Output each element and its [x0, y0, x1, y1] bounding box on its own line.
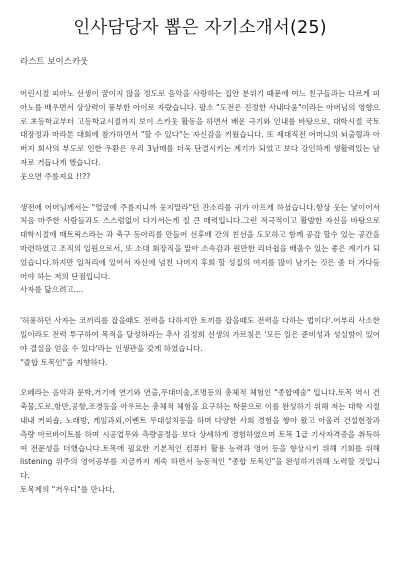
section-heading-lion: 사자를 닮으려고....: [20, 285, 84, 295]
paragraph-smile: 생전에 어머님께서는 "얼굴에 주름지니까 웃지말라"던 잔소리를 귀가 아프게 하셨습니다.항상 웃는 낯이어서 처음 마주한 사람들과도 스스럼없이 다가서는게 절 큰 매력입니다.그런 적극적이고 활발한 자신을 바탕으로 대학시절에 매트릭스라는 과 축구 동아리를 만들어 선후배 간의 친선을 도모하고 함께 공감 할수 있는 공간을 마련하였고 조직의 일원으로서, 또 소대 회장직을 맡아 소속감과 원만한 리더쉽을 배울수 있는 좋은 계기가 되었습니다.하지만 일처리에 있어서 자신에 넘친 나머지 후회 할 성질의 여지를 많이 남기는 것은 좀 더 가다듬어야 하는 저의 단점입니다.: [20, 202, 380, 281]
section-heading-smile: 웃으면 주름져요 !!??: [20, 171, 91, 181]
section-heading-gaudi: 토목계의 "거우디"를 만나다,: [20, 484, 115, 494]
paragraph-intro: 어린시절 피아노 선생이 꿈이지 않을 정도로 음악을 사랑하는 집안 분위기 때문에 여느 친구들과는 다르게 피아노를 배우면서 상상력이 풍부한 아이로 자랐습니다. 팔소 "도전은 진정한 사내다움"이라는 아버님의 영향으로 초등학교부터 고등학교시절까지 보이 스카웃 활동을 하면서 배운 극기와 인내를 바탕으로, 대학시절 국토 대장정과 마라톤 대회에 참가하면서 "할 수 있다"는 자신감을 키웠습니다. 또 제대직전 어머니의 뇌출혈과 아버지 회사의 부도로 인한 우환은 우리 3남매를 더욱 단결시키는 계기가 되었고 보다 강인하게 생활력있는 남자로 거듭나게 했습니다.: [20, 89, 380, 167]
paragraph-civil: 오페라는 음악과 문학,거기에 연기와 연출,무대미술,조명등의 총체적 체험인 "종합예술" 입니다.토목 역시 건축물,도로,항만,공항,조경등을 아우르는 총체적 체험을 요구하는 학문으로 이를 완성하기 위해 저는 대학 시절 내내 커피숍, 노래방, 게임과외,이벤트 무대설치등을 하며 다양한 사회 경험을 쌓아 왔고 아울러 건설현장과 측량 아르바이트를 하며 시공업무와 측량공정을 보다 상세하게 경험하였으며 토목 1급 기사자격증을 취득하여 전문성을 더했습니다.토목에 필요한 기본적인 컴퓨터 활용 능력과 영어 등을 향상시키 위해 기회를 위해 listening 위주의 영어공부를 지금까지 계속 하면서 능동적인 "종합 토목인"을 완성하기위해 노력할 것입니다.: [20, 388, 380, 481]
document-title: 인사담당자 뽑은 자기소개서(25): [73, 18, 327, 38]
paragraph-lion: '허풍하던 사자는 코끼리를 잡을때도 전력을 다하지만 토끼를 잡을때도 전력을 다하는 법이다'.어부리 사소한 일이라도 전력 투구하여 목적을 달성하라는 추사 김정희 선생의 가르침은 '모든 일은 준비성과 성실함이 있어야 결실을 얻을 수 있다'라는 인생관을 갖게 하였습니다.: [20, 316, 380, 353]
document-subtitle: 라스트 보이스카웃: [20, 57, 89, 67]
section-heading-civil: "즐합 토목인"을 지향하다.: [20, 357, 108, 367]
